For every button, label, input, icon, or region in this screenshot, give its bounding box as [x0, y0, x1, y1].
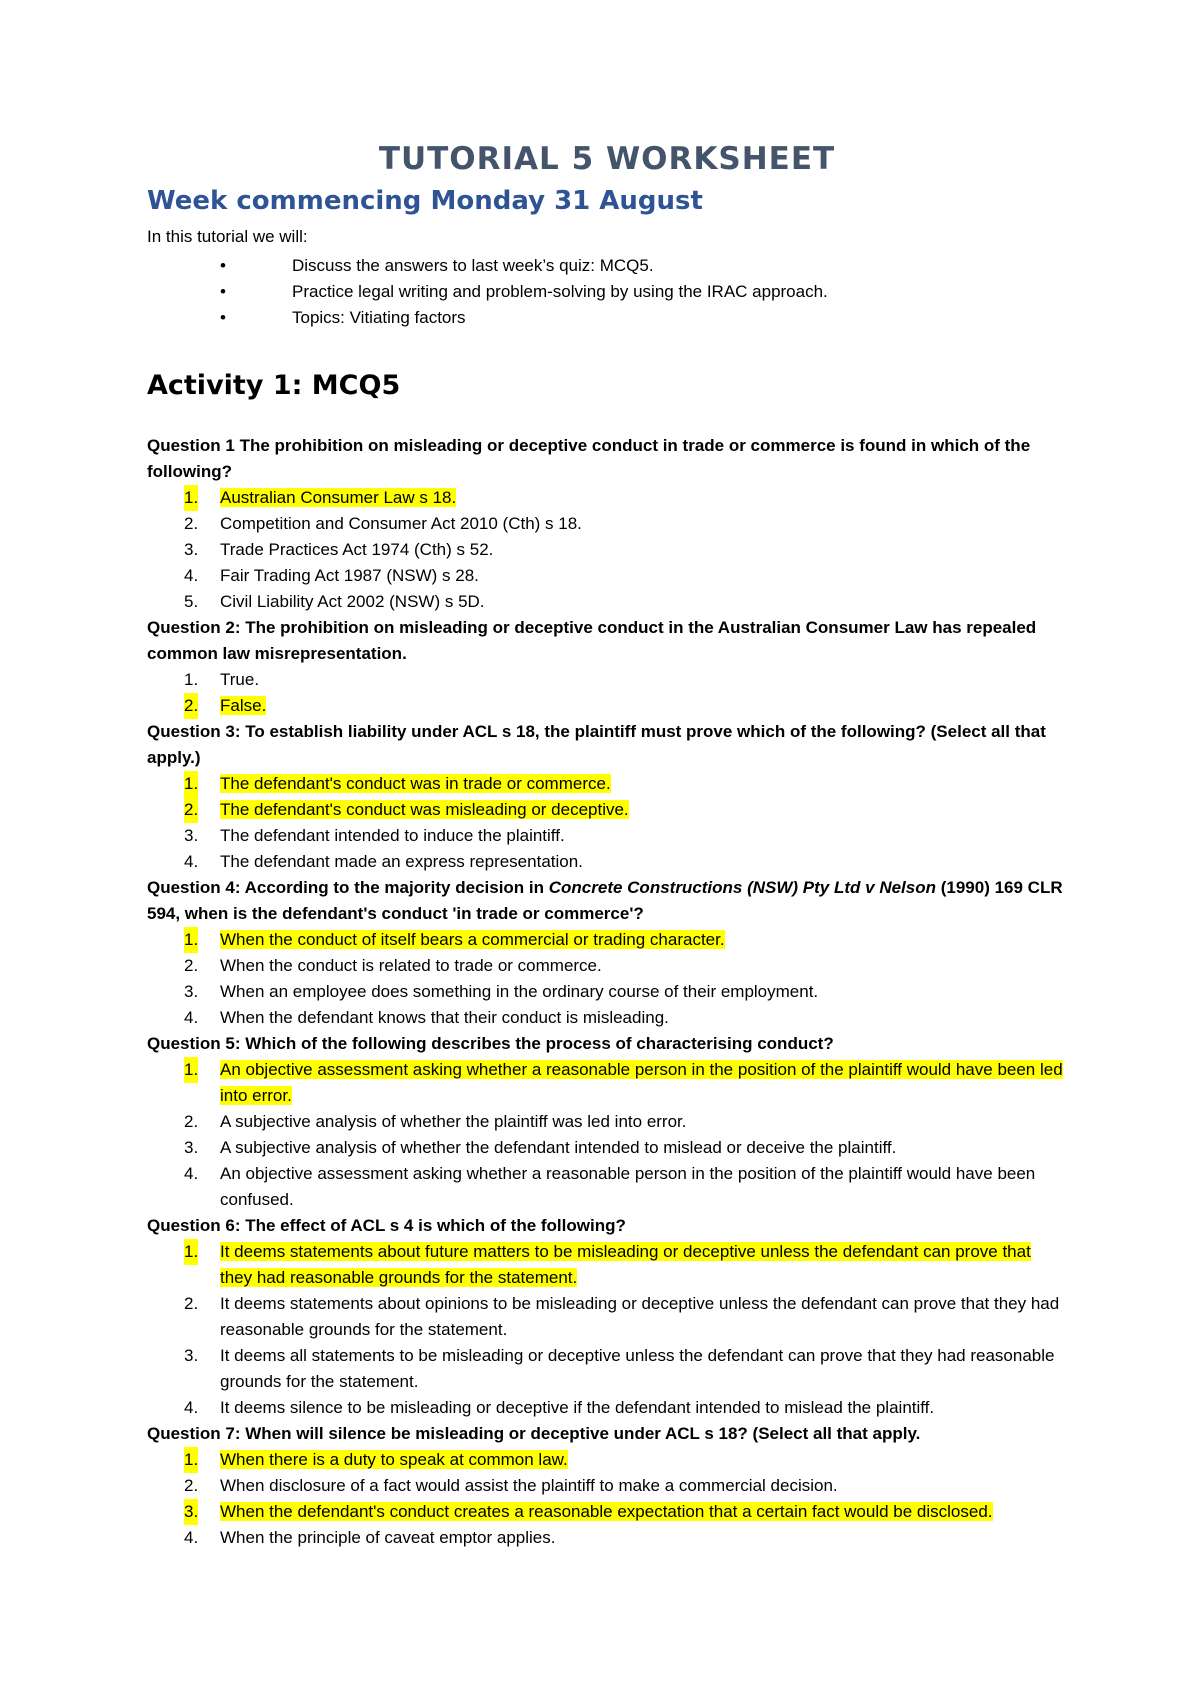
answer-option: [147, 1447, 1067, 1473]
option-text: It deems silence to be misleading or deceptive if the defendant intended to mislead the plaintiff.: [220, 1398, 935, 1417]
option-text: It deems all statements to be misleading or deceptive unless the defendant can prove that they had reasonable grounds for the statement.: [220, 1346, 1055, 1391]
question-text-part: Question 4: According to the majority decision in: [147, 878, 549, 897]
option-number: 1.: [184, 1447, 198, 1473]
option-number: 4.: [184, 1398, 199, 1417]
option-number: 3.: [184, 1346, 199, 1365]
option-number: 2.: [184, 797, 198, 823]
option-number: 4.: [184, 1164, 199, 1183]
option-number: 1.: [184, 670, 199, 689]
bullet-text: Practice legal writing and problem-solving by using the IRAC approach.: [292, 282, 828, 301]
activity-heading: Activity 1: MCQ5: [147, 370, 401, 401]
bullet-icon: •: [220, 282, 226, 301]
question-text: Question 6: The effect of ACL s 4 is which of the following?: [147, 1216, 626, 1235]
answer-option: [147, 1473, 1067, 1499]
option-number: 3.: [184, 1499, 198, 1525]
option-text: When disclosure of a fact would assist the plaintiff to make a commercial decision.: [220, 1476, 838, 1495]
option-number: 4.: [184, 1528, 199, 1547]
correct-answer-text: When the defendant's conduct creates a reasonable expectation that a certain fact would be disclosed.: [220, 1502, 993, 1521]
option-number: 2.: [184, 1112, 199, 1131]
correct-answer-text: The defendant's conduct was misleading or deceptive.: [220, 800, 629, 819]
option-text: Fair Trading Act 1987 (NSW) s 28.: [220, 566, 479, 585]
correct-answer-text: The defendant's conduct was in trade or commerce.: [220, 774, 611, 793]
answer-option: [147, 589, 1067, 615]
answer-option: [147, 1395, 1067, 1421]
option-text: True.: [220, 670, 260, 689]
bullet-item: [147, 253, 1067, 279]
answer-option: [147, 1343, 1067, 1395]
option-text: The defendant intended to induce the plaintiff.: [220, 826, 565, 845]
question-text: [147, 875, 1067, 927]
option-number: 1.: [184, 927, 198, 953]
question-text: Question 1 The prohibition on misleading or deceptive conduct in trade or commerce is found in which of the following?: [147, 436, 1031, 481]
answer-option: [147, 1135, 1067, 1161]
correct-answer-text: An objective assessment asking whether a reasonable person in the position of the plaintiff would have been led into error.: [220, 1060, 1063, 1105]
answer-option: [147, 979, 1067, 1005]
correct-answer-text: It deems statements about future matters to be misleading or deceptive unless the defendant can prove that they had reasonable grounds for the statement.: [220, 1242, 1031, 1287]
option-number: 5.: [184, 592, 199, 611]
answer-option: [147, 1499, 1067, 1525]
answer-option: [147, 1161, 1067, 1213]
case-name: Concrete Constructions (NSW) Pty Ltd v Nelson: [548, 878, 936, 897]
bullet-text: Discuss the answers to last week’s quiz: MCQ5.: [292, 256, 654, 275]
answer-option: [147, 927, 1067, 953]
option-number: 1.: [184, 485, 198, 511]
option-text: It deems statements about opinions to be misleading or deceptive unless the defendant can prove that they had reasonable grounds for the statement.: [220, 1294, 1060, 1339]
option-number: 1.: [184, 1239, 198, 1265]
answer-option: [147, 823, 1067, 849]
option-number: 4.: [184, 1008, 199, 1027]
option-number: 3.: [184, 826, 199, 845]
page-title: TUTORIAL 5 WORKSHEET: [378, 141, 836, 177]
option-number: 4.: [184, 566, 199, 585]
answer-option: [147, 1109, 1067, 1135]
answer-option-list: [147, 771, 1067, 875]
answer-option: [147, 667, 1067, 693]
intro-text: In this tutorial we will:: [147, 227, 308, 246]
answer-option-list: [147, 485, 1067, 615]
option-number: 2.: [184, 956, 199, 975]
answer-option: [147, 771, 1067, 797]
question-text-part: (1990) 169 CLR 594, when is the defendant's conduct 'in trade or commerce'?: [147, 878, 1063, 923]
option-number: 2.: [184, 1476, 199, 1495]
answer-option: [147, 1057, 1067, 1109]
answer-option-list: [147, 1447, 1067, 1551]
option-number: 1.: [184, 1057, 198, 1083]
answer-option-list: [147, 1239, 1067, 1421]
question-text: Question 5: Which of the following describes the process of characterising conduct?: [147, 1034, 834, 1053]
answer-option: [147, 1239, 1067, 1291]
option-text: The defendant made an express representation.: [220, 852, 583, 871]
answer-option: [147, 953, 1067, 979]
option-text: An objective assessment asking whether a reasonable person in the position of the plaintiff would have been confused.: [220, 1164, 1036, 1209]
answer-option: [147, 693, 1067, 719]
answer-option: [147, 849, 1067, 875]
question-list: [147, 433, 1067, 1551]
question-text: Question 3: To establish liability under ACL s 18, the plaintiff must prove which of the following? (Select all that apply.): [147, 722, 1046, 767]
option-number: 1.: [184, 771, 198, 797]
option-number: 2.: [184, 514, 199, 533]
option-text: Civil Liability Act 2002 (NSW) s 5D.: [220, 592, 485, 611]
bullet-icon: •: [220, 256, 226, 275]
bullet-item: [147, 305, 1067, 331]
correct-answer-text: Australian Consumer Law s 18.: [220, 488, 457, 507]
option-number: 4.: [184, 852, 199, 871]
correct-answer-text: When there is a duty to speak at common law.: [220, 1450, 568, 1469]
option-text: When the defendant knows that their conduct is misleading.: [220, 1008, 669, 1027]
answer-option: [147, 797, 1067, 823]
option-number: 3.: [184, 540, 199, 559]
option-text: When the principle of caveat emptor applies.: [220, 1528, 556, 1547]
page-subtitle: Week commencing Monday 31 August: [147, 186, 703, 216]
option-number: 3.: [184, 982, 199, 1001]
answer-option: [147, 511, 1067, 537]
option-text: When the conduct is related to trade or commerce.: [220, 956, 602, 975]
correct-answer-text: False.: [220, 696, 267, 715]
worksheet-page: [147, 140, 1067, 1551]
bullet-icon: •: [220, 308, 226, 327]
option-number: 3.: [184, 1138, 199, 1157]
option-number: 2.: [184, 1294, 199, 1313]
answer-option: [147, 563, 1067, 589]
answer-option: [147, 485, 1067, 511]
option-text: A subjective analysis of whether the plaintiff was led into error.: [220, 1112, 687, 1131]
bullet-text: Topics: Vitiating factors: [292, 308, 466, 327]
answer-option-list: [147, 1057, 1067, 1213]
option-number: 2.: [184, 693, 198, 719]
bullet-item: [147, 279, 1067, 305]
answer-option: [147, 1291, 1067, 1343]
correct-answer-text: When the conduct of itself bears a commercial or trading character.: [220, 930, 725, 949]
option-text: Trade Practices Act 1974 (Cth) s 52.: [220, 540, 494, 559]
intro-bullet-list: [147, 253, 1067, 331]
answer-option-list: [147, 667, 1067, 719]
answer-option-list: [147, 927, 1067, 1031]
option-text: When an employee does something in the ordinary course of their employment.: [220, 982, 819, 1001]
option-text: Competition and Consumer Act 2010 (Cth) s 18.: [220, 514, 582, 533]
answer-option: [147, 1525, 1067, 1551]
answer-option: [147, 1005, 1067, 1031]
answer-option: [147, 537, 1067, 563]
option-text: A subjective analysis of whether the defendant intended to mislead or deceive the plaintiff.: [220, 1138, 897, 1157]
question-text: Question 7: When will silence be misleading or deceptive under ACL s 18? (Select all that apply.: [147, 1424, 921, 1443]
question-text: Question 2: The prohibition on misleading or deceptive conduct in the Australian Consumer Law has repealed common law misrepresentation.: [147, 618, 1037, 663]
